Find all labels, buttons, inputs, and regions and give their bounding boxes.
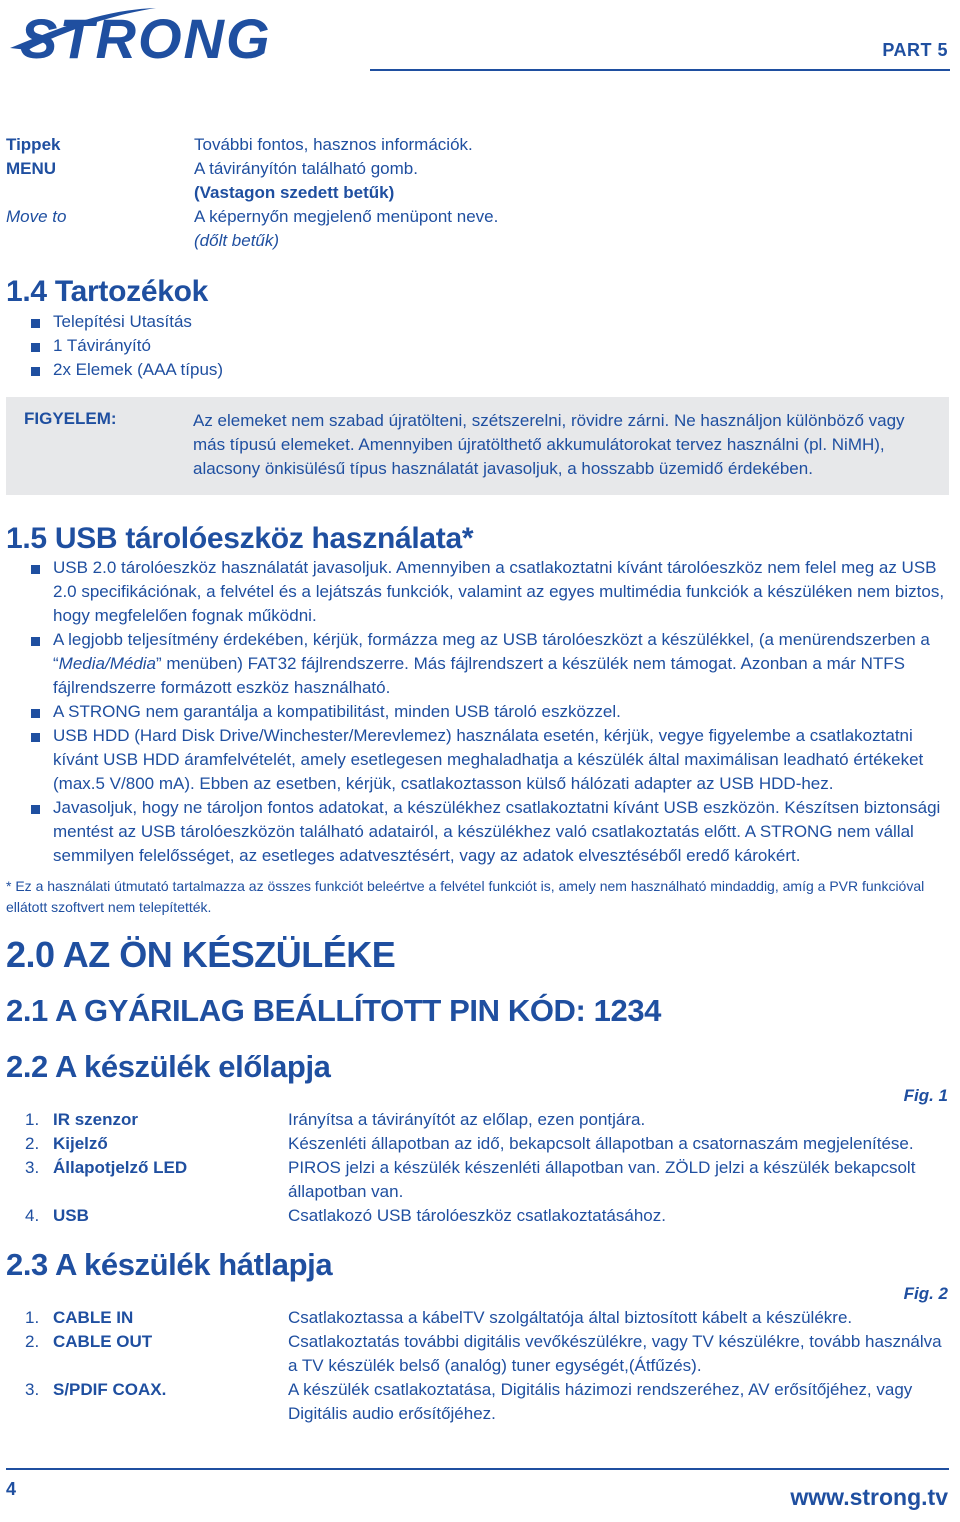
list-item — [0, 1378, 960, 1426]
item-desc: Készenléti állapotban az idő, bekapcsolt állapotban a csatornaszám megjelenítése. — [288, 1134, 914, 1153]
list-item — [0, 1108, 960, 1132]
accessories-list — [6, 310, 606, 382]
list-item — [0, 1306, 960, 1330]
item-name: CABLE IN — [53, 1308, 134, 1327]
item-name: Kijelző — [53, 1134, 108, 1153]
accessories-heading: 1.4 Tartozékok — [6, 275, 208, 308]
figure-label: Fig. 1 — [903, 1086, 948, 1105]
item-number: 2. — [25, 1332, 40, 1351]
convention-term: MENU — [6, 159, 57, 178]
item-desc: A készülék csatlakoztatása, Digitális házimozi rendszeréhez, AV erősítőjéhez, vagy Digitális audio erősítőjéhez. — [288, 1380, 913, 1423]
warning-text: Az elemeket nem szabad újratölteni, szétszerelni, rövidre zárni. Ne használjon különböző vagy más típusú elemeket. Amennyiben újratölthető akkumulátorokat tervez használni (pl. NiMH), alacsony önkisülésű típus használatát javasoljuk, a hosszabb üzemidő érdekében. — [193, 411, 905, 478]
item-name: Állapotjelző LED — [53, 1158, 188, 1177]
list-item — [0, 1156, 960, 1204]
list-item — [0, 1330, 960, 1378]
section-heading-2-2: 2.2 A készülék előlapja — [6, 1049, 331, 1084]
item-name: IR szenzor — [53, 1110, 139, 1129]
usb-format-text-b: ” menüben) FAT32 fájlrendszerre. Más fájlrendszert a készülék nem támogat. Azonban a már NTFS fájlrendszerre formázott eszköz használható. — [53, 654, 905, 697]
list-item: 1 Távirányító — [6, 334, 606, 358]
website-link[interactable]: www.strong.tv — [790, 1484, 948, 1510]
section-heading-2-0: 2.0 AZ ÖN KÉSZÜLÉKE — [6, 934, 396, 975]
item-number: 1. — [25, 1110, 40, 1129]
front-panel-list — [0, 1108, 960, 1228]
item-number: 3. — [25, 1158, 40, 1177]
convention-desc: A képernyőn megjelenő menüpont neve. — [194, 207, 499, 226]
convention-term: Move to — [6, 207, 67, 226]
list-item — [0, 1204, 960, 1228]
warning-label: FIGYELEM: — [24, 409, 117, 428]
header-divider — [370, 69, 950, 71]
convention-desc: További fontos, hasznos információk. — [194, 135, 473, 154]
strong-logo — [6, 4, 318, 64]
footnote: * Ez a használati útmutató tartalmazza az összes funkciót beleértve a felvétel funkciót is, amely nem használható mindaddig, amíg a PVR funkcióval ellátott szoftvert nem telepítették. — [6, 878, 925, 915]
item-desc: Irányítsa a távirányítót az előlap, ezen pontjára. — [288, 1110, 646, 1129]
usb-list — [6, 556, 952, 868]
section-heading-2-1: 2.1 A GYÁRILAG BEÁLLÍTOTT PIN KÓD: 1234 — [6, 993, 662, 1028]
item-name: S/PDIF COAX. — [53, 1380, 167, 1399]
item-name: CABLE OUT — [53, 1332, 153, 1351]
footer-divider — [6, 1468, 949, 1470]
media-menu-name: Media/Média — [58, 654, 156, 673]
convention-term: Tippek — [6, 135, 61, 154]
list-item: A STRONG nem garantálja a kompatibilitást, minden USB tároló eszközzel. — [6, 700, 952, 724]
list-item: Telepítési Utasítás — [6, 310, 606, 334]
item-number: 1. — [25, 1308, 40, 1327]
page-number: 4 — [6, 1479, 17, 1499]
list-item — [0, 1132, 960, 1156]
part-label: PART 5 — [882, 40, 948, 60]
usb-heading: 1.5 USB tárolóeszköz használata* — [6, 522, 474, 555]
item-desc: PIROS jelzi a készülék készenléti állapotban van. ZÖLD jelzi a készülék bekapcsolt állapotban van. — [288, 1158, 916, 1201]
item-name: USB — [53, 1206, 89, 1225]
back-panel-list — [0, 1306, 960, 1426]
convention-desc: (dőlt betűk) — [194, 231, 280, 250]
list-item — [6, 628, 952, 700]
list-item: 2x Elemek (AAA típus) — [6, 358, 606, 382]
section-heading-2-3: 2.3 A készülék hátlapja — [6, 1247, 333, 1282]
svg-text:STRONG: STRONG — [20, 7, 272, 64]
item-desc: Csatlakoztatás további digitális vevőkészülékre, vagy TV készülékre, tovább használva a TV készülék belső (analóg) tuner egységét,(Átfűzés). — [288, 1332, 942, 1375]
convention-desc: A távirányítón található gomb. — [194, 159, 418, 178]
strong-logo-icon — [6, 4, 318, 64]
list-item: USB HDD (Hard Disk Drive/Winchester/Merevlemez) használata esetén, kérjük, vegye figyelembe a csatlakoztatni kívánt USB HDD áramfelvételét, amely esetlegesen meghaladhatja a készülék által maximálisan leadható értékeket (max.5 V/800 mA). Ebben az esetben, kérjük, csatlakoztasson külső hálózati adapter az USB HDD-hez. — [6, 724, 952, 796]
figure-label: Fig. 2 — [903, 1284, 948, 1303]
item-number: 3. — [25, 1380, 40, 1399]
convention-desc: (Vastagon szedett betűk) — [194, 183, 395, 202]
item-desc: Csatlakoztassa a kábelTV szolgáltatója által biztosított kábelt a készülékre. — [288, 1308, 853, 1327]
item-desc: Csatlakozó USB tárolóeszköz csatlakoztatásához. — [288, 1206, 666, 1225]
item-number: 2. — [25, 1134, 40, 1153]
list-item: Javasoljuk, hogy ne tároljon fontos adatokat, a készülékhez csatlakoztatni kívánt USB eszközön. Készítsen biztonsági mentést az USB tárolóeszközön található adatairól, a készülékhez való csatlakoztatás előtt. A STRONG nem vállal semmilyen felelősséget, az esetleges adatvesztésért, vagy az adatok elvesztéséből eredő károkért. — [6, 796, 952, 868]
list-item: USB 2.0 tárolóeszköz használatát javasoljuk. Amennyiben a csatlakoztatni kívánt tárolóeszköz nem felel meg az USB 2.0 specifikációnak, a felvétel és a lejátszás funkciók, valamint az egyes multimédia funkciók a készüléken nem biztos, hogy megfelelően fognak működni. — [6, 556, 952, 628]
usb-format-text-a: A legjobb teljesítmény érdekében, kérjük, formázza meg az USB tárolóeszközt a készülékkel, (a menürendszerben a “ — [53, 630, 930, 673]
item-number: 4. — [25, 1206, 40, 1225]
